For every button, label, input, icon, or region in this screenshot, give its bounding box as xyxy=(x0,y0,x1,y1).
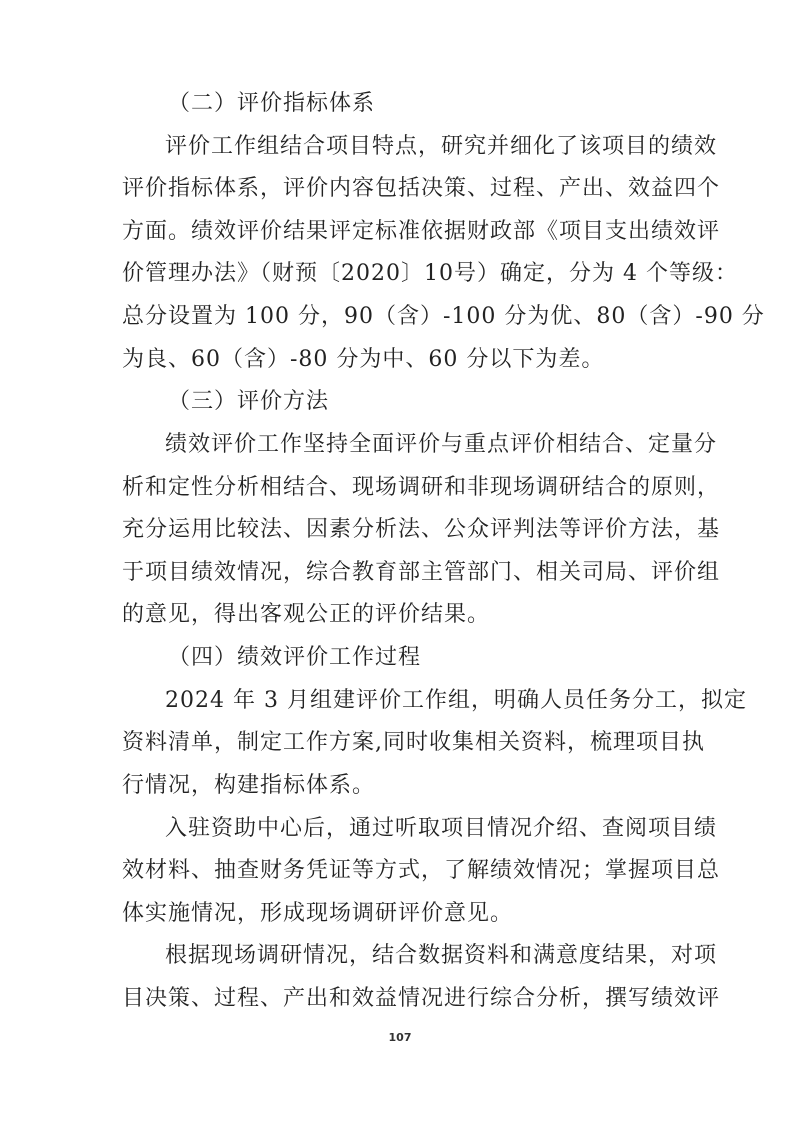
paragraph-line: 析和定性分析相结合、现场调研和非现场调研结合的原则， xyxy=(122,475,721,500)
paragraph-line: 绩效评价工作坚持全面评价与重点评价相结合、定量分 xyxy=(165,432,718,457)
page-number: 107 xyxy=(388,1031,412,1044)
paragraph-line: 的意见，得出客观公正的评价结果。 xyxy=(122,602,491,627)
paragraph-line: 目决策、过程、产出和效益情况进行综合分析，撰写绩效评 xyxy=(122,986,721,1011)
section-heading-evaluation-method: （三）评价方法 xyxy=(168,389,330,414)
paragraph-line: 效材料、抽查财务凭证等方式，了解绩效情况；掌握项目总 xyxy=(122,858,721,883)
paragraph-line: 评价工作组结合项目特点，研究并细化了该项目的绩效 xyxy=(165,134,718,159)
paragraph-line: 入驻资助中心后，通过听取项目情况介绍、查阅项目绩 xyxy=(165,816,718,841)
section-heading-evaluation-work-process: （四）绩效评价工作过程 xyxy=(168,645,422,670)
section-heading-evaluation-indicator-system: （二）评价指标体系 xyxy=(168,91,376,116)
paragraph-line: 资料清单，制定工作方案,同时收集相关资料，梳理项目执 xyxy=(122,730,705,755)
paragraph-line: 体实施情况，形成现场调研评价意见。 xyxy=(122,901,514,926)
paragraph-line: 充分运用比较法、因素分析法、公众评判法等评价方法，基 xyxy=(122,517,721,542)
paragraph-line: 2024 年 3 月组建评价工作组，明确人员任务分工，拟定 xyxy=(165,688,747,713)
paragraph-line: 于项目绩效情况，综合教育部主管部门、相关司局、评价组 xyxy=(122,560,721,585)
paragraph-line: 为良、60（含）-80 分为中、60 分以下为差。 xyxy=(122,347,605,372)
paragraph-line: 价管理办法》（财预〔2020〕10号）确定，分为 4 个等级： xyxy=(122,261,738,286)
paragraph-line: 行情况，构建指标体系。 xyxy=(122,773,376,798)
paragraph-line: 方面。绩效评价结果评定标准依据财政部《项目支出绩效评 xyxy=(122,219,721,244)
paragraph-line: 根据现场调研情况，结合数据资料和满意度结果，对项 xyxy=(165,943,718,968)
paragraph-line: 总分设置为 100 分，90（含）-100 分为优、80（含）-90 分 xyxy=(122,304,765,329)
paragraph-line: 评价指标体系，评价内容包括决策、过程、产出、效益四个 xyxy=(122,176,721,201)
